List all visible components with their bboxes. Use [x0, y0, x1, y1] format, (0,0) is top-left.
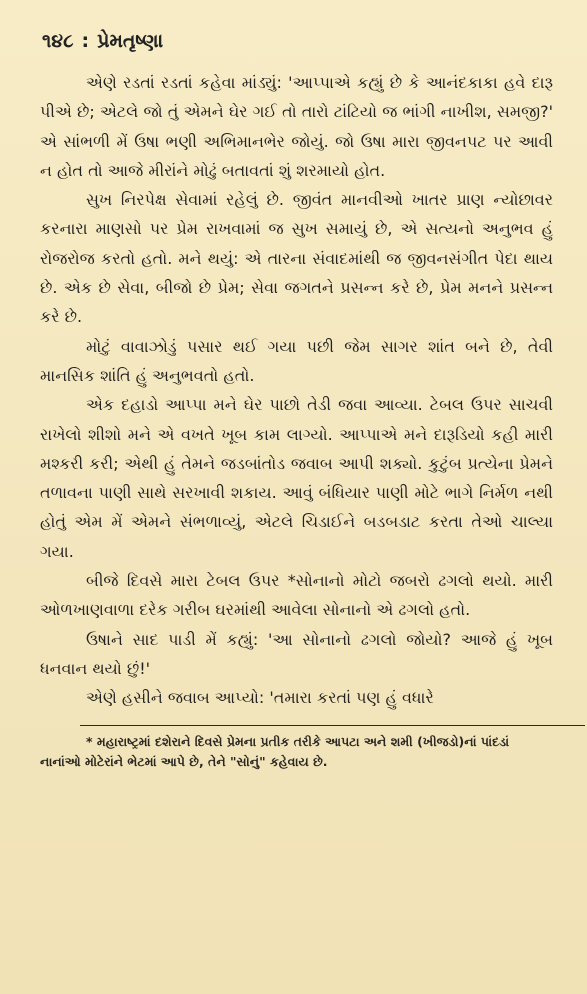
paragraph: એણે રડતાં રડતાં કહેવા માંડ્યું: 'આપ્પાએ કહ્યું છે કે આનંદકાકા હવે દારૂ પીએ છે; એટલે જો તું એમને ઘેર ગઈ તો તારો ટાંટિયો જ ભાંગી નાખીશ, સમજી?' એ સાંભળી મેં ઉષા ભણી અભિમાનભેર જોયું. જો ઉષા મારા જીવનપટ પર આવી ન હોત તો આજે મીરાંને મોઢું બતાવતાં શું શરમાયો હોત.: [40, 73, 553, 180]
paragraph: મોટું વાવાઝોડું પસાર થઈ ગયા પછી જેમ સાગર શાંત બને છે, તેવી માનસિક શાંતિ હું અનુભવતો હતો.: [40, 336, 553, 385]
header-separator: :: [81, 30, 90, 52]
footnote-text: * મહારાષ્ટ્રમાં દશેરાને દિવસે પ્રેમના પ્રતીક તરીકે આપટા અને શમી (ખીજડો)નાં પાંદડાં નાનાંઓ મોટેરાંને ભેટમાં આપે છે, તેને "સોનું" કહેવાય છે.: [40, 733, 510, 769]
footnote-divider: [80, 725, 585, 726]
paragraph: એણે હસીને જવાબ આપ્યો: 'તમારા કરતાં પણ હું વધારે: [86, 688, 434, 708]
paragraph: બીજે દિવસે મારા ટેબલ ઉપર *સોનાનો મોટો જબરો ઢગલો થયો. મારી ઓળખાણવાળા દરેક ગરીબ ઘરમાંથી આવેલા સોનાનો એ ઢગલો હતો.: [40, 571, 553, 620]
body-text: [40, 68, 553, 713]
paragraph: એક દહાડો આપ્પા મને ઘેર પાછો તેડી જવા આવ્યા. ટેબલ ઉપર સાચવી રાખેલો શીશો મને એ વખતે ખૂબ કામ લાગ્યો. આપ્પાએ મને દારૂડિયો કહી મારી મશ્કરી કરી; એથી હું તેમને જડબાંતોડ જવાબ આપી શક્યો. કુટુંબ પ્રત્યેના પ્રેમને તળાવના પાણી સાથે સરખાવી શકાય. આવું બંધિયાર પાણી મોટે ભાગે નિર્મળ નથી હોતું એમ મેં એમને સંભળાવ્યું, એટલે ચિડાઈને બડબડાટ કરતા તેઓ ચાલ્યા ગયા.: [40, 395, 553, 561]
page-number: ૧૪૮: [42, 30, 74, 52]
paragraph: સુખ નિરપેક્ષ સેવામાં રહેલું છે. જીવંત માનવીઓ ખાતર પ્રાણ ન્યોછાવર કરનારા માણસો પર પ્રેમ રાખવામાં જ સુખ સમાયું છે, એ સત્યનો અનુભવ હું રોજરોજ કરતો હતો. મને થયું: એ તારના સંવાદમાંથી જ જીવનસંગીત પેદા થાય છે. એક છે સેવા, બીજો છે પ્રેમ; સેવા જગતને પ્રસન્ન કરે છે, પ્રેમ મનને પ્રસન્ન કરે છે.: [40, 190, 553, 327]
footnote: [40, 732, 553, 772]
paragraph: ઉષાને સાદ પાડી મેં કહ્યું: 'આ સોનાનો ઢગલો જોયો? આજે હું ખૂબ ધનવાન થયો છું!': [40, 629, 553, 678]
chapter-title: પ્રેમતૃષ્ણા: [97, 30, 164, 52]
page-header: [42, 30, 553, 52]
